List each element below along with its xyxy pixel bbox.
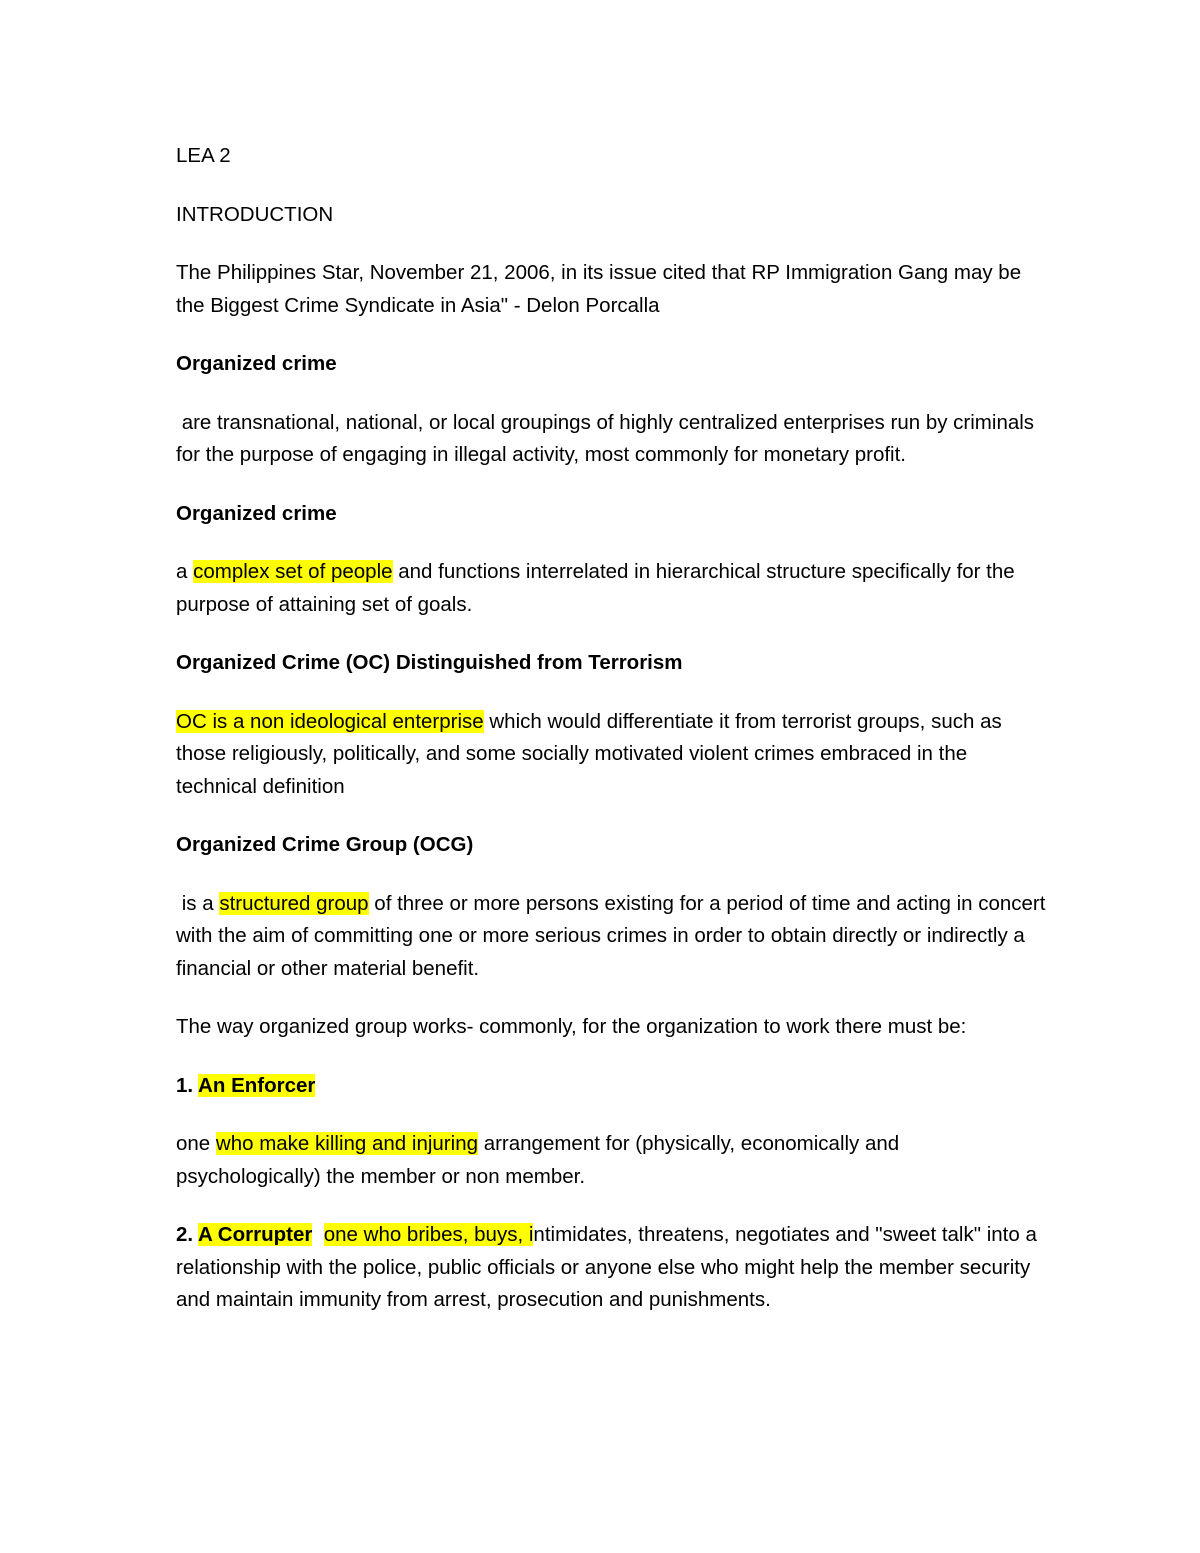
ocg-definition bbox=[176, 888, 1052, 986]
text-run: arrangement for (physically, economically and psychologically) the member or non member. bbox=[176, 1132, 900, 1188]
highlighted-text: structured group bbox=[219, 891, 369, 915]
oc-definition-2 bbox=[176, 556, 1046, 621]
text-run: is a bbox=[176, 891, 220, 915]
ocg-heading: Organized Crime Group (OCG) bbox=[176, 833, 474, 856]
distinguished-definition bbox=[176, 706, 1046, 804]
text-run: which would differentiate it from terrorist groups, such as those religiously, politically, and some socially motivated violent crimes embraced in the technical definition bbox=[176, 709, 1002, 798]
distinguished-heading: Organized Crime (OC) Distinguished from Terrorism bbox=[176, 651, 683, 674]
highlighted-text: OC is a non ideological enterprise bbox=[176, 709, 484, 733]
text-run: ntimidates, threatens, negotiates and "sweet talk" into a relationship with the police, public officials or anyone else who might help the member security and maintain immunity from arrest, prosecution and punishments. bbox=[176, 1223, 1043, 1311]
text-run: one bbox=[176, 1132, 216, 1155]
item1-heading bbox=[176, 1070, 1046, 1103]
text-run: of three or more persons existing for a period of time and acting in concert with the aim of committing one or more serious crimes in order to obtain directly or indirectly a financial or other material benefit. bbox=[176, 891, 1052, 980]
oc-definition-1: are transnational, national, or local groupings of highly centralized enterprises run by criminals for the purpose of engaging in illegal activity, most commonly for monetary profit. bbox=[176, 410, 1040, 466]
intro-paragraph: The Philippines Star, November 21, 2006, in its issue cited that RP Immigration Gang may be the Biggest Crime Syndicate in Asia" - Delon Porcalla bbox=[176, 261, 1022, 317]
text-run: a bbox=[176, 560, 194, 583]
highlighted-text: complex set of people bbox=[193, 560, 393, 583]
oc-heading-1: Organized crime bbox=[176, 352, 337, 375]
text-run: and functions interrelated in hierarchical structure specifically for the purpose of attaining set of goals. bbox=[176, 560, 1015, 616]
text-run bbox=[312, 1223, 323, 1246]
document-body bbox=[176, 140, 1052, 1343]
section-title: INTRODUCTION bbox=[176, 202, 334, 226]
oc-heading-2: Organized crime bbox=[176, 501, 337, 525]
highlighted-text: one who bribes, buys, i bbox=[323, 1223, 534, 1246]
course-code: LEA 2 bbox=[176, 144, 231, 167]
highlighted-text: who make killing and injuring bbox=[215, 1132, 478, 1155]
item2-paragraph bbox=[176, 1219, 1046, 1317]
item-number: 2. bbox=[176, 1223, 199, 1246]
item-title: An Enforcer bbox=[198, 1073, 316, 1097]
item1-definition bbox=[176, 1128, 1046, 1193]
works-intro: The way organized group works- commonly, for the organization to work there must be: bbox=[176, 1015, 967, 1038]
item-title: A Corrupter bbox=[198, 1223, 313, 1246]
item-number: 1. bbox=[176, 1073, 199, 1097]
